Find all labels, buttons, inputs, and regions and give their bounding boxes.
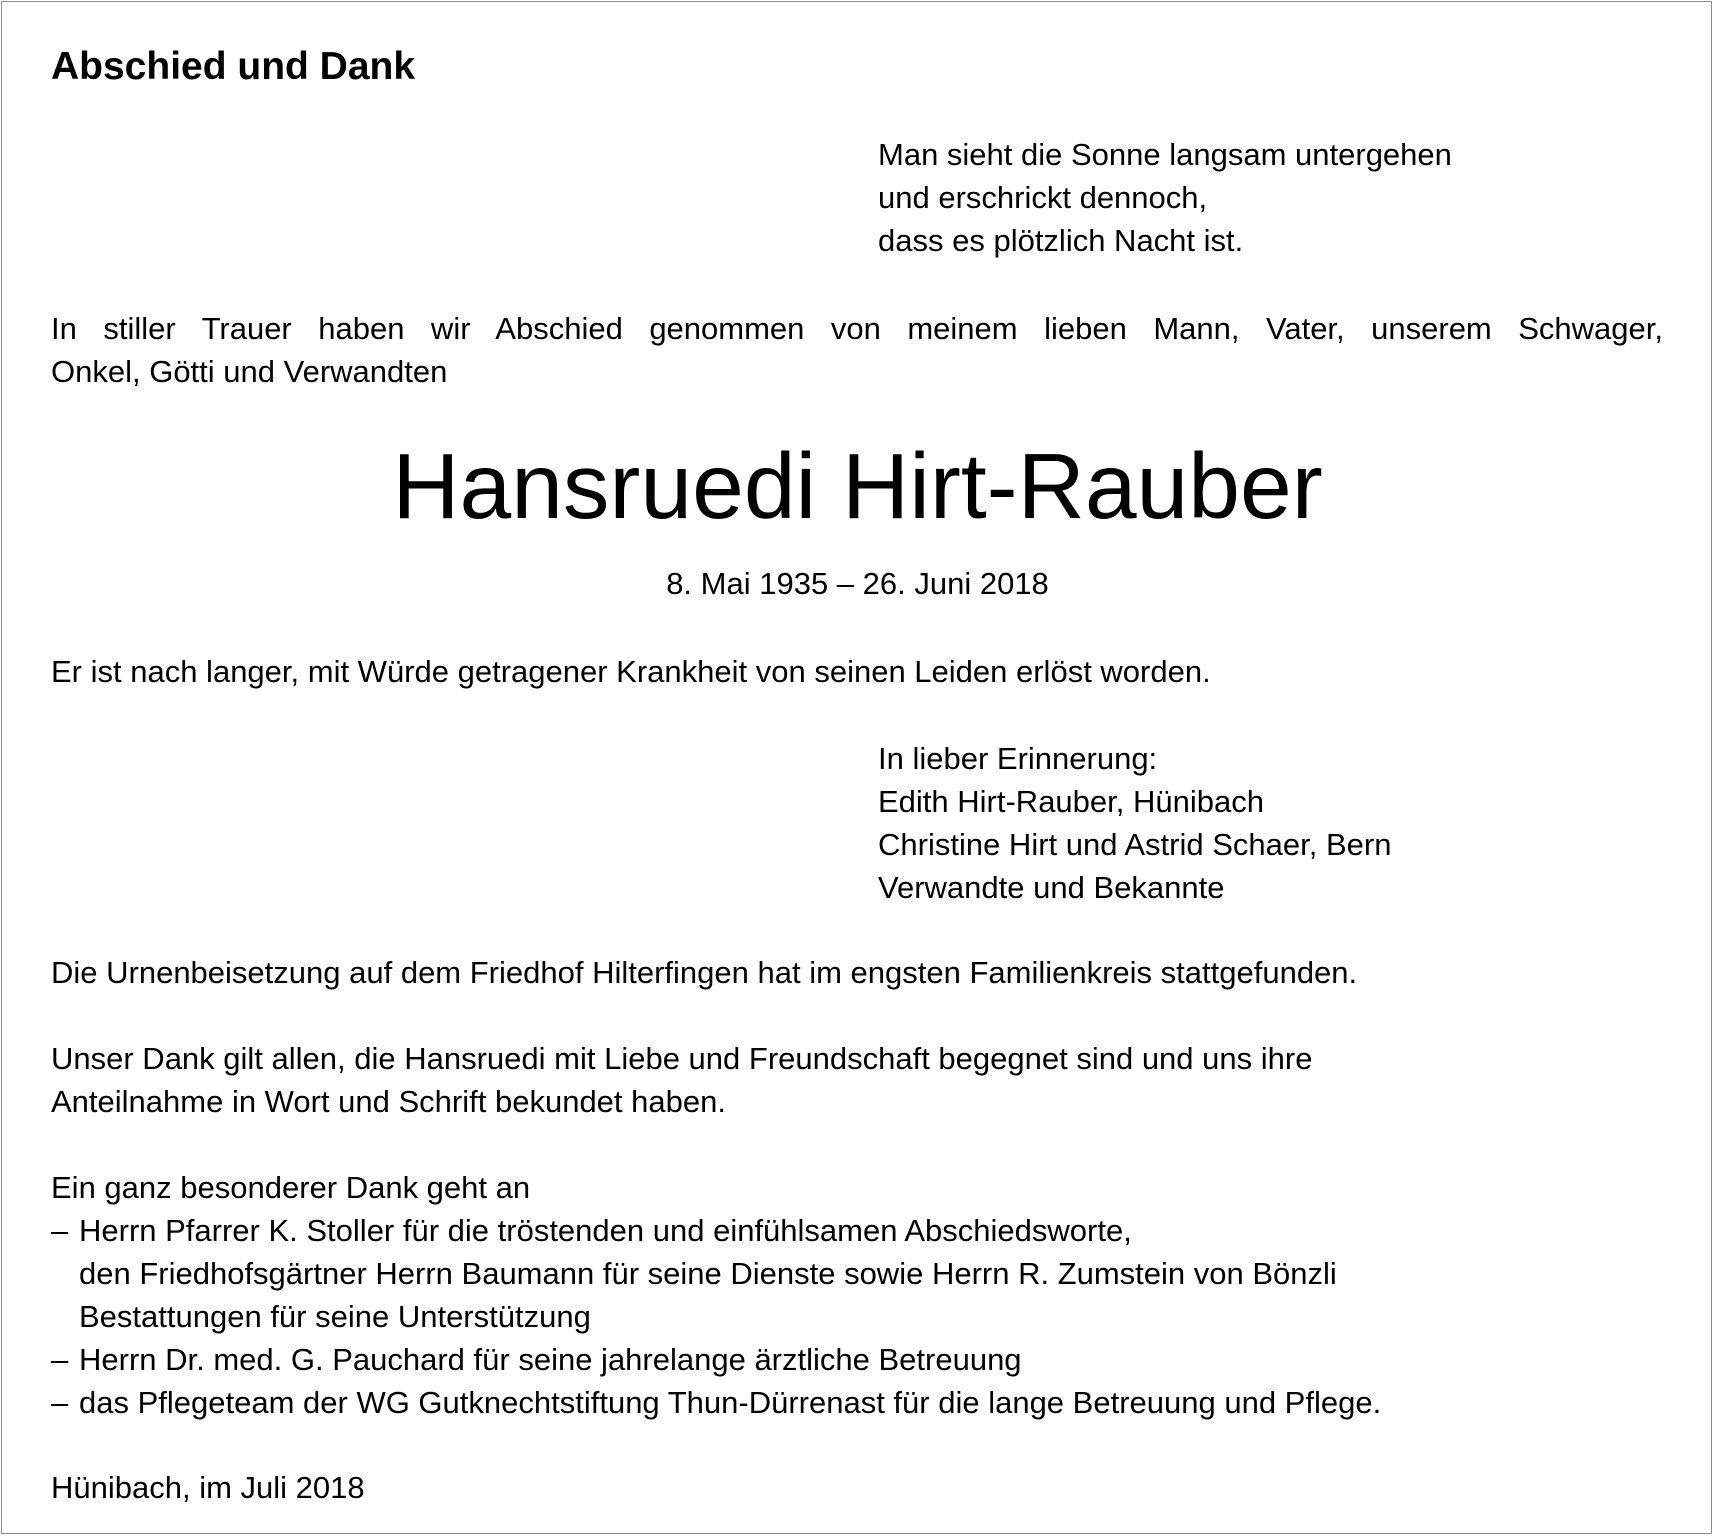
notice-heading: Abschied und Dank bbox=[51, 45, 416, 88]
thanks-special-intro: Ein ganz besonderer Dank geht an bbox=[51, 1170, 531, 1205]
illness-text: Er ist nach langer, mit Würde getragener Krankheit von seinen Leiden erlöst worden. bbox=[51, 654, 1211, 689]
mourner-line: Edith Hirt-Rauber, Hünibach bbox=[878, 784, 1264, 819]
life-dates: 8. Mai 1935 – 26. Juni 2018 bbox=[666, 566, 1049, 601]
thanks-item bbox=[51, 1338, 1381, 1381]
intro-line: Onkel, Götti und Verwandten bbox=[51, 354, 448, 389]
poem-line: und erschrickt dennoch, bbox=[878, 180, 1208, 215]
intro-text bbox=[51, 307, 1663, 393]
poem-line: dass es plötzlich Nacht ist. bbox=[878, 223, 1244, 258]
mourner-line: Christine Hirt und Astrid Schaer, Bern bbox=[878, 827, 1392, 862]
thanks-item-line: Bestattungen für seine Unterstützung bbox=[79, 1299, 591, 1334]
intro-line: In stiller Trauer haben wir Abschied genommen von meinem lieben Mann, Vater, unserem Schwager, bbox=[51, 311, 1663, 346]
thanks-item-line: Herrn Pfarrer K. Stoller für die tröstenden und einfühlsamen Abschiedsworte, bbox=[79, 1213, 1132, 1248]
thanks-item-line: das Pflegeteam der WG Gutknechtstiftung Thun-Dürrenast für die lange Betreuung und Pflege. bbox=[79, 1385, 1382, 1420]
mourner-line: Verwandte und Bekannte bbox=[878, 870, 1225, 905]
thanks-item-line: Herrn Dr. med. G. Pauchard für seine jahrelange ärztliche Betreuung bbox=[79, 1342, 1022, 1377]
thanks-general bbox=[51, 1037, 1312, 1123]
dash-marker: – bbox=[51, 1342, 69, 1377]
poem-line: Man sieht die Sonne langsam untergehen bbox=[878, 137, 1452, 172]
obituary-notice bbox=[1, 1, 1712, 1534]
thanks-item bbox=[51, 1381, 1381, 1424]
burial-text: Die Urnenbeisetzung auf dem Friedhof Hilterfingen hat im engsten Familienkreis stattgefunden. bbox=[51, 955, 1358, 990]
thanks-item bbox=[51, 1209, 1381, 1338]
memory-title: In lieber Erinnerung: bbox=[878, 741, 1158, 776]
thanks-special bbox=[51, 1166, 1381, 1424]
closing-place-date: Hünibach, im Juli 2018 bbox=[51, 1470, 365, 1505]
thanks-line: Unser Dank gilt allen, die Hansruedi mit Liebe und Freundschaft begegnet sind und uns ihre bbox=[51, 1041, 1313, 1076]
thanks-item-line: den Friedhofsgärtner Herrn Baumann für seine Dienste sowie Herrn R. Zumstein von Bönzli bbox=[79, 1256, 1337, 1291]
mourners-block bbox=[878, 737, 1391, 909]
thanks-line: Anteilnahme in Wort und Schrift bekundet haben. bbox=[51, 1084, 726, 1119]
dash-marker: – bbox=[51, 1385, 69, 1420]
deceased-name: Hansruedi Hirt-Rauber bbox=[392, 434, 1323, 538]
poem bbox=[878, 133, 1452, 262]
dash-marker: – bbox=[51, 1213, 69, 1248]
